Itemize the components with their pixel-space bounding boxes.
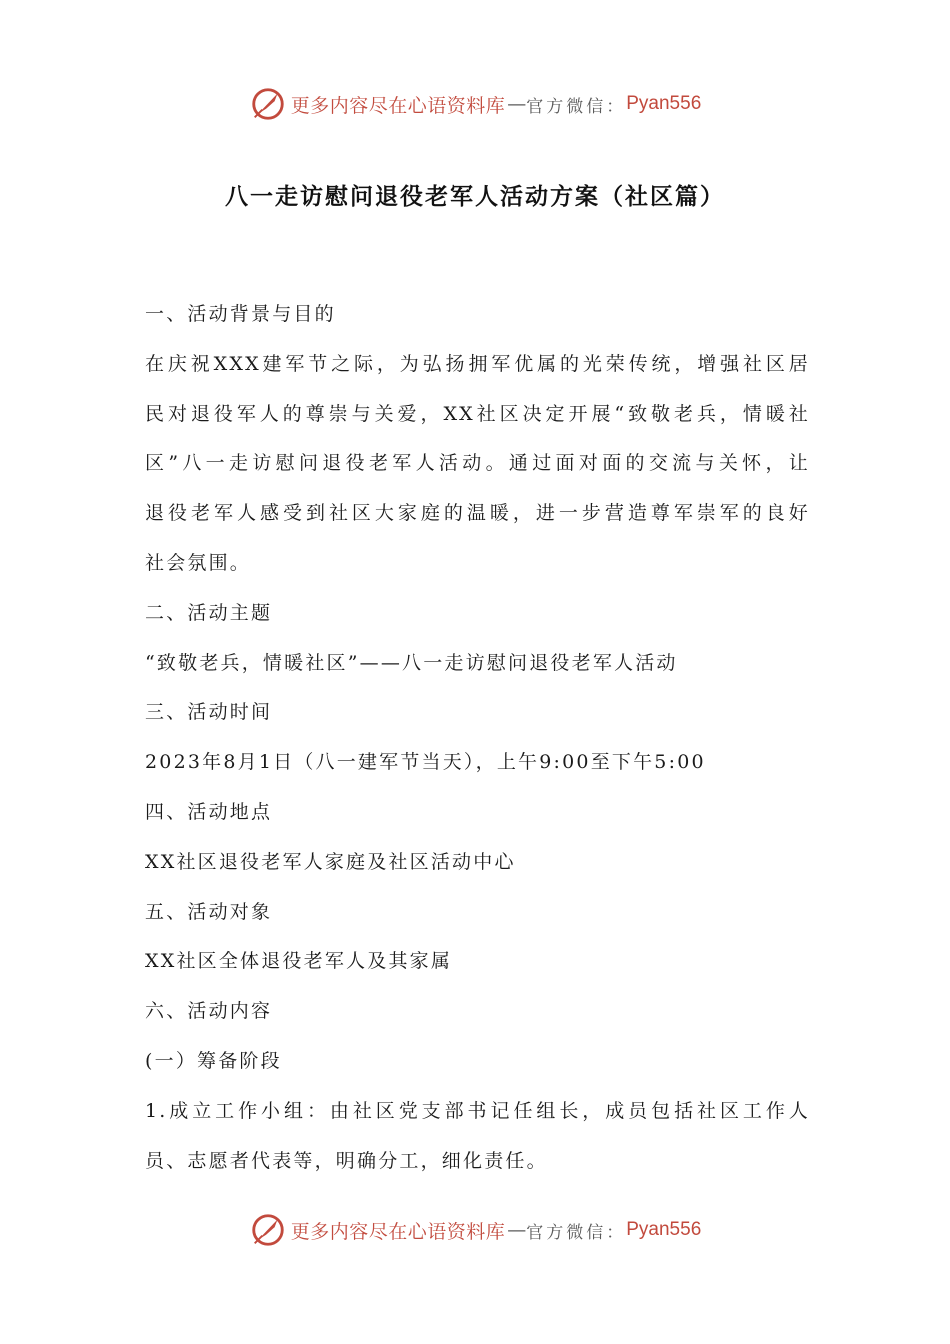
heading-content: 六、活动内容 [145,1000,273,1023]
paragraph-line: 社会氛围。 [145,551,252,574]
quill-logo-icon [249,1211,287,1249]
paragraph-line: 区”八一走访慰问退役老军人活动。通过面对面的交流与关怀，让 [145,452,810,475]
paragraph-line: 员、志愿者代表等，明确分工，细化责任。 [145,1149,548,1172]
heading-theme: 二、活动主题 [145,601,273,624]
heading-background: 一、活动背景与目的 [145,303,336,325]
document-title: 八一走访慰问退役老军人活动方案（社区篇） [225,184,725,210]
paragraph-line: 1.成立工作小组：由社区党支部书记任组长，成员包括社区工作人 [145,1099,810,1122]
subheading-preparation: (一）筹备阶段 [145,1049,282,1072]
banner-wechat-id: Pyan556 [626,93,702,114]
time-text: 2023年8月1日（八一建军节当天），上午9:00至下午5:00 [145,751,706,774]
paragraph-line: 在庆祝XXX建军节之际，为弘扬拥军优属的光荣传统，增强社区居 [145,352,810,375]
document-body [145,290,810,1186]
banner-wechat-id: Pyan556 [626,1219,702,1240]
header-watermark-banner [0,82,950,126]
location-text: XX社区退役老军人家庭及社区活动中心 [145,850,516,873]
heading-time: 三、活动时间 [145,701,273,724]
theme-text: “致敬老兵，情暖社区”——八一走访慰问退役老军人活动 [145,651,678,674]
audience-text: XX社区全体退役老军人及其家属 [145,950,453,973]
heading-location: 四、活动地点 [145,800,273,823]
paragraph-line: 退役老军人感受到社区大家庭的温暖，进一步营造尊军崇军的良好 [145,502,810,525]
banner-official-label: 官方微信： [526,1222,627,1243]
banner-brand-text: 更多内容尽在心语资料库 [290,94,506,117]
banner-official-label: 官方微信： [526,96,627,117]
heading-audience: 五、活动对象 [145,900,273,923]
quill-logo-icon [249,85,287,123]
footer-watermark-banner [0,1208,950,1252]
banner-brand-text: 更多内容尽在心语资料库 [290,1220,506,1243]
banner-separator: — [507,1219,527,1241]
paragraph-line: 民对退役军人的尊崇与关爱，XX社区决定开展“致敬老兵，情暖社 [145,402,810,425]
banner-separator: — [507,93,527,115]
